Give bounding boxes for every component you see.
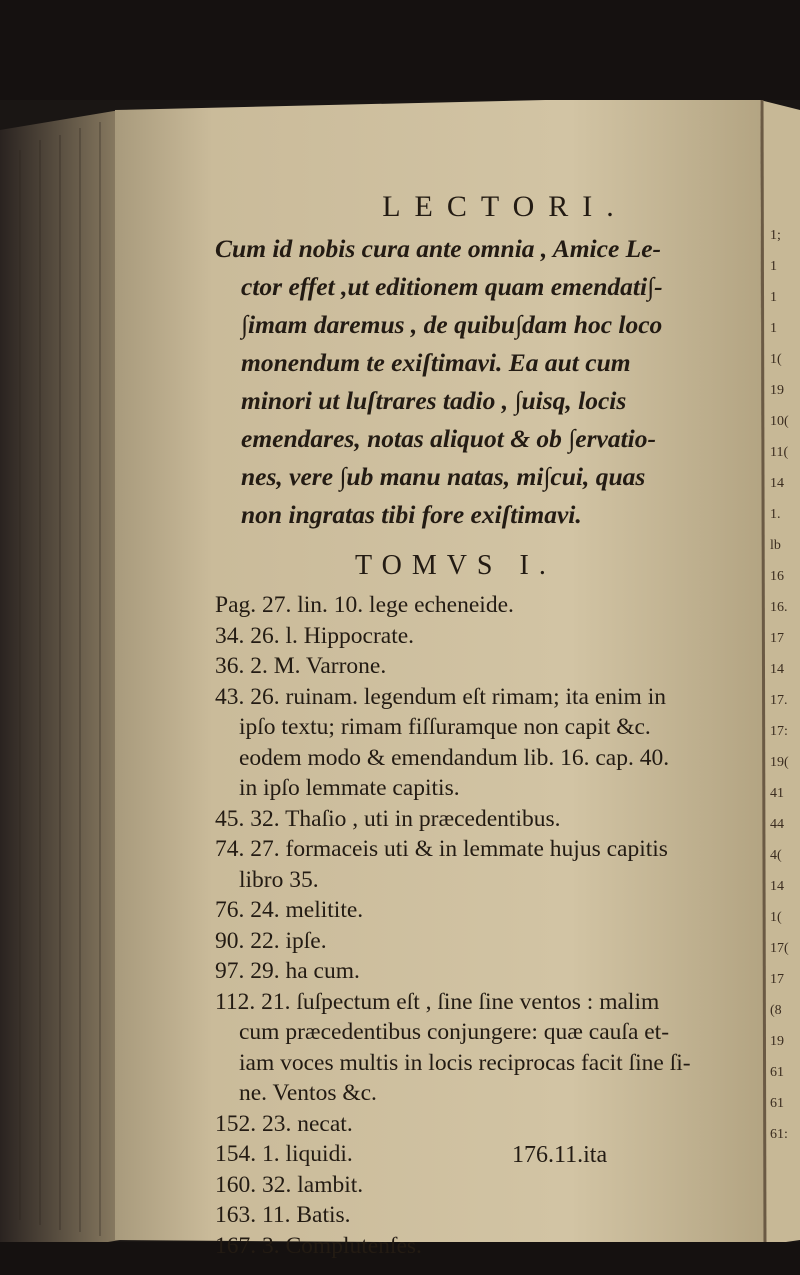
page-text xyxy=(215,190,755,1261)
facing-page-fragment: 19 xyxy=(770,383,784,398)
facing-page-fragment: (8 xyxy=(770,1003,782,1018)
errata-entry: 152. 23. necat. xyxy=(215,1110,353,1137)
facing-page-fragment: 1 xyxy=(770,321,777,336)
facing-page-fragment: 44 xyxy=(770,817,784,832)
facing-page-fragment: 41 xyxy=(770,786,784,801)
errata-entry: 154. 1. liquidi. xyxy=(215,1141,353,1167)
errata-entry: 112. 21. ſuſpectum eſt , ſine ſine ventos : malim xyxy=(215,988,660,1015)
facing-page-fragment: 14 xyxy=(770,476,784,491)
facing-page-fragment: 16. xyxy=(770,600,788,615)
facing-page-fragment: 16 xyxy=(770,569,784,584)
facing-page-fragments xyxy=(770,220,800,1150)
facing-page-fragment: 17. xyxy=(770,693,788,708)
preface-line: emendares, notas aliquot & ob ∫ervatio- xyxy=(241,424,656,453)
preface-line: nes, vere ∫ub manu natas, mi∫cui, quas xyxy=(241,462,646,491)
facing-page-fragment: 61: xyxy=(770,1127,788,1142)
tome-heading: TOMVS I. xyxy=(355,550,556,581)
facing-page-fragment: lb xyxy=(770,538,781,553)
catchword: 176.11.ita xyxy=(512,1142,608,1168)
errata-entry: 74. 27. formaceis uti & in lemmate hujus capitis xyxy=(215,836,668,862)
page-heading: LECTORI. xyxy=(382,190,628,223)
errata-list xyxy=(215,590,755,1261)
errata-continuation: ne. Ventos &c. xyxy=(239,1080,377,1106)
errata-entry: 34. 26. l. Hippocrate. xyxy=(215,622,415,649)
errata-entry: 97. 29. ha cum. xyxy=(215,958,360,984)
facing-page-fragment: 61 xyxy=(770,1096,784,1111)
errata-continuation: libro 35. xyxy=(239,866,319,893)
errata-entry: 167. 3. Complutenſes. xyxy=(215,1232,422,1259)
facing-page-fragment: 14 xyxy=(770,879,784,894)
errata-entry: 90. 22. ipſe. xyxy=(215,927,327,954)
errata-entry: 36. 2. M. Varrone. xyxy=(215,653,387,679)
facing-page-fragment: 4( xyxy=(770,848,782,863)
facing-page-fragment: 1; xyxy=(770,228,781,243)
errata-continuation: eodem modo & emendandum lib. 16. cap. 40. xyxy=(239,744,670,771)
errata-entry: 163. 11. Batis. xyxy=(215,1202,351,1228)
errata-continuation: iam voces multis in locis reciprocas facit ſine ſi- xyxy=(239,1049,691,1076)
facing-page-fragment: 10( xyxy=(770,414,789,429)
errata-entry: 160. 32. lambit. xyxy=(215,1171,364,1198)
facing-page-fragment: 17 xyxy=(770,972,784,987)
facing-page-fragment: 17( xyxy=(770,941,789,956)
facing-page-fragment: 14 xyxy=(770,662,784,677)
errata-continuation: ipſo textu; rimam fiſſuramque non capit &c. xyxy=(239,714,651,740)
facing-page-fragment: 1( xyxy=(770,910,782,925)
preface-line: ctor effet ,ut editionem quam emendati∫- xyxy=(241,272,663,301)
preface-line: non ingratas tibi fore exiſtimavi. xyxy=(241,500,582,529)
preface-paragraph xyxy=(215,230,755,534)
preface-line: ∫imam daremus , de quibu∫dam hoc loco xyxy=(241,310,663,339)
facing-page-fragment: 1 xyxy=(770,259,777,274)
facing-page-fragment: 1( xyxy=(770,352,782,367)
errata-entry: 43. 26. ruinam. legendum eſt rimam; ita enim in xyxy=(215,683,666,710)
errata-continuation: cum præcedentibus conjungere: quæ cauſa et- xyxy=(239,1019,670,1045)
facing-page-fragment: 17 xyxy=(770,631,784,646)
errata-entry: 45. 32. Thaſio , uti in præcedentibus. xyxy=(215,805,561,832)
preface-line: minori ut luſtrares tadio , ∫uisq, locis xyxy=(241,386,627,415)
facing-page-fragment: 1 xyxy=(770,290,777,305)
errata-entry: 76. 24. melitite. xyxy=(215,897,364,923)
preface-line: monendum te exiſtimavi. Ea aut cum xyxy=(241,348,631,377)
facing-page-fragment: 19 xyxy=(770,1034,784,1049)
facing-page-fragment: 11( xyxy=(770,445,789,460)
errata-entry: Pag. 27. lin. 10. lege echeneide. xyxy=(215,592,514,618)
facing-page-fragment: 1. xyxy=(770,507,781,522)
preface-line: Cum id nobis cura ante omnia , Amice Le- xyxy=(215,234,662,263)
facing-page-fragment: 61 xyxy=(770,1065,784,1080)
facing-page-fragment: 17: xyxy=(770,724,788,739)
facing-page-fragment: 19( xyxy=(770,755,789,770)
errata-continuation: in ipſo lemmate capitis. xyxy=(239,775,460,801)
